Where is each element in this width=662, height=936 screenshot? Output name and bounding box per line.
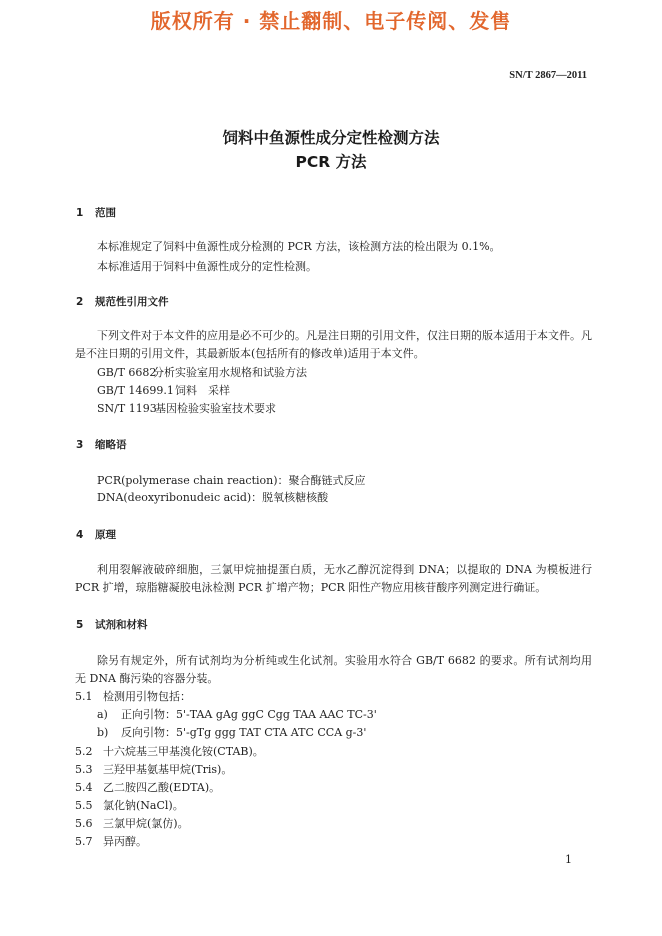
item-number: 5.6 — [75, 817, 93, 830]
section-title: 规范性引用文件 — [95, 296, 169, 308]
item-number: 5.7 — [75, 835, 93, 848]
section-4-heading — [76, 527, 116, 542]
s2-paragraph-1: 下列文件对于本文件的应用是必不可少的。凡是注日期的引用文件，仅注日期的版本适用于本文件。凡是不注日期的引用文件，其最新版本(包括所有的修改单)适用于本文件。 — [75, 329, 592, 360]
reagent-item — [75, 833, 147, 849]
reference-title: 分析实验室用水规格和试验方法 — [153, 366, 307, 379]
item-number: 5.3 — [75, 763, 93, 776]
list-label: b) — [97, 726, 109, 739]
section-1-heading — [76, 205, 116, 220]
title-line-2: PCR 方法 — [295, 153, 367, 171]
s1-paragraph-2: 本标准适用于饲料中鱼源性成分的定性检测。 — [97, 260, 317, 273]
item-text: 三氯甲烷(氯仿)。 — [103, 817, 189, 830]
item-text: 乙二胺四乙酸(EDTA)。 — [103, 781, 221, 794]
item-number: 5.4 — [75, 781, 93, 794]
s4-paragraph-1: 利用裂解液破碎细胞，三氯甲烷抽提蛋白质，无水乙醇沉淀得到 DNA；以提取的 DNA 为模板进行 PCR 扩增，琼脂糖凝胶电泳检测 PCR 扩增产物；PCR 阳性产物应用核苷酸序列测定进行确证。 — [75, 563, 592, 594]
s1-paragraph-1: 本标准规定了饲料中鱼源性成分检测的 PCR 方法，该检测方法的检出限为 0.1%。 — [97, 240, 501, 253]
section-number: 5 — [76, 619, 84, 631]
list-label: a) — [97, 708, 108, 721]
section-5-heading — [76, 617, 148, 632]
section-title: 缩略语 — [95, 439, 127, 451]
page-number: 1 — [565, 853, 572, 866]
reference-item — [97, 364, 307, 380]
copyright-banner: 版权所有 · 禁止翻制、电子传阅、发售 — [150, 9, 512, 33]
reference-code: GB/T 14699.1 — [97, 384, 174, 397]
document-number: SN/T 2867—2011 — [509, 70, 587, 81]
s5-paragraph-1: 除另有规定外，所有试剂均为分析纯或生化试剂。实验用水符合 GB/T 6682 的要求。所有试剂均用无 DNA 酶污染的容器分装。 — [75, 654, 592, 685]
section-title: 原理 — [95, 529, 116, 541]
section-number: 1 — [76, 207, 84, 219]
item-number: 5.5 — [75, 799, 93, 812]
section-title: 试剂和材料 — [95, 619, 148, 631]
reference-title: 饲料 采样 — [175, 384, 230, 397]
title-line-1: 饲料中鱼源性成分定性检测方法 — [222, 129, 440, 147]
reagent-item — [75, 688, 191, 704]
section-number: 4 — [76, 529, 84, 541]
section-number: 2 — [76, 296, 84, 308]
item-number: 5.2 — [75, 745, 93, 758]
item-text: 十六烷基三甲基溴化铵(CTAB)。 — [103, 745, 264, 758]
reagent-item — [75, 743, 264, 759]
primer-reverse — [97, 724, 366, 740]
reference-code: GB/T 6682 — [97, 366, 157, 379]
item-number: 5.1 — [75, 690, 93, 703]
reference-title: 基因检验实验室技术要求 — [155, 402, 276, 415]
reference-item — [97, 382, 230, 398]
item-text: 异丙醇。 — [103, 835, 147, 848]
section-3-heading — [76, 437, 127, 452]
item-text: 检测用引物包括： — [103, 690, 191, 703]
reagent-item — [75, 779, 220, 795]
abbreviation-item: PCR(polymerase chain reaction)：聚合酶链式反应 — [97, 474, 366, 487]
item-text: 三羟甲基氨基甲烷(Tris)。 — [103, 763, 233, 776]
section-2-heading — [76, 294, 169, 309]
reagent-item — [75, 797, 184, 813]
reference-item — [97, 400, 276, 416]
reagent-item — [75, 761, 232, 777]
reagent-item — [75, 815, 189, 831]
reference-code: SN/T 1193 — [97, 402, 157, 415]
section-title: 范围 — [95, 207, 116, 219]
primer-text: 反向引物：5'-gTg ggg TAT CTA ATC CCA g-3' — [121, 726, 367, 739]
abbreviation-item: DNA(deoxyribonudeic acid)：脱氧核糖核酸 — [97, 491, 329, 504]
primer-text: 正向引物：5'-TAA gAg ggC Cgg TAA AAC TC-3' — [121, 708, 377, 721]
item-text: 氯化钠(NaCl)。 — [103, 799, 184, 812]
section-number: 3 — [76, 439, 84, 451]
primer-forward — [97, 706, 377, 722]
